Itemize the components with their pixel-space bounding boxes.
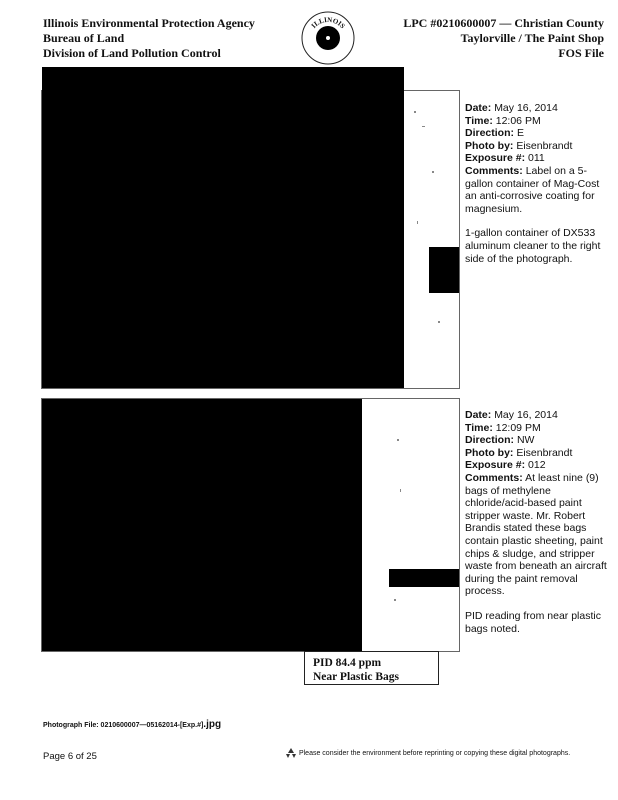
pid-reading-label — [304, 651, 439, 685]
photo-2 — [41, 398, 460, 652]
photograph-file-name: Photograph File: 0210600007—05162014-[Exp.#].jpg — [43, 719, 222, 730]
photo-1-comments: Label on a 5-gallon container of Mag-Cost an anti-corrosive coating for magnesium. — [465, 164, 600, 215]
state-seal-icon — [300, 10, 356, 66]
photo-1-exposure: 011 — [528, 152, 545, 165]
photo-2-note: PID reading from near plastic bags noted. — [465, 609, 601, 635]
pid-reading-value: PID 84.4 ppm — [313, 657, 382, 669]
photo-2-caption: Date: May 16, 2014 Time: 12:09 PM Direction: NW Photo by: Eisenbrandt Exposure #: 012 Comments: At least nine (9) bags of methylene chloride/acid-based paint stripper waste. Mr. Robert Brandis stated these bags contain plastic sheeting, paint chips & sludge, and stripper waste from beneath an aircraft during the paint removal process. PID reading from near plastic bags noted. — [465, 409, 610, 635]
photo-2-time: 12:09 PM — [495, 421, 541, 434]
recycle-icon — [285, 748, 297, 758]
photo-1 — [41, 90, 460, 389]
photo-2-photographer: Eisenbrandt — [516, 446, 573, 459]
photo-2-exposure: 012 — [528, 459, 546, 472]
photo-1-caption: Date: May 16, 2014 Time: 12:06 PM Direction: E Photo by: Eisenbrandt Exposure #: 011 Comments: Label on a 5-gallon container of Mag-Cost an anti-corrosive coating for magnesium. 1-gallon container of DX533 aluminum cleaner to the right side of the photograph. — [465, 102, 610, 265]
photo-1-photographer: Eisenbrandt — [516, 139, 573, 152]
photo-1-direction: E — [516, 127, 524, 140]
photo-1-note: 1-gallon container of DX533 aluminum cleaner to the right side of the photograph. — [465, 227, 601, 265]
bureau-name: Bureau of Land — [43, 31, 125, 45]
page-number: Page 6 of 25 — [43, 751, 97, 762]
photo-1-redaction-block — [429, 247, 459, 293]
division-name: Division of Land Pollution Control — [43, 46, 221, 60]
photo-1-date: May 16, 2014 — [494, 102, 558, 114]
agency-name: Illinois Environmental Protection Agency — [43, 16, 255, 30]
seal-text: ILLINOIS — [309, 15, 347, 31]
photo-2-direction: NW — [516, 434, 535, 447]
photo-1-redaction — [42, 67, 404, 388]
photo-2-date: May 16, 2014 — [494, 409, 558, 421]
photo-2-comments: At least nine (9) bags of methylene chloride/acid-based paint stripper waste. Mr. Robert Brandis stated these bags contain plastic sheeting, paint chips & sludge, and stripper waste from beneath an aircraft during the paint removal process. — [465, 471, 607, 598]
site-name: Taylorville / The Paint Shop — [460, 31, 604, 45]
photo-1-time: 12:06 PM — [495, 114, 541, 127]
photo-2-redaction-block — [389, 569, 459, 587]
lpc-number: LPC #0210600007 — Christian County — [403, 16, 604, 30]
header-right — [403, 16, 604, 61]
photo-2-redaction — [42, 399, 362, 651]
pid-reading-location: Near Plastic Bags — [313, 671, 400, 683]
environment-note: Please consider the environment before reprinting or copying these digital photographs. — [285, 748, 570, 758]
file-type: FOS File — [558, 46, 604, 60]
header-left — [43, 16, 255, 61]
